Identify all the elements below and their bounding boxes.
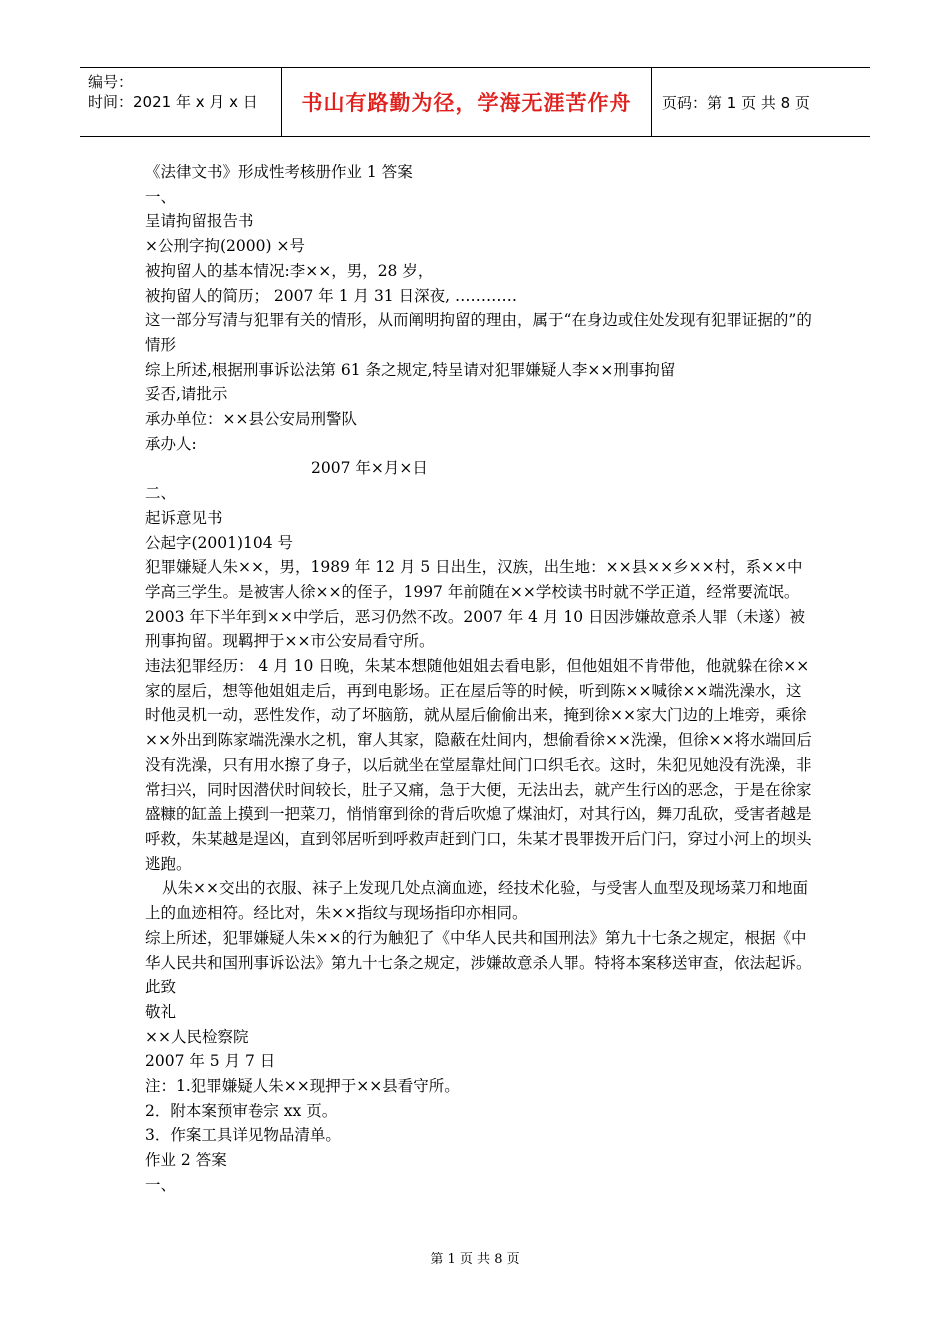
paragraph: 综上所述，犯罪嫌疑人朱××的行为触犯了《中华人民共和国刑法》第九十七条之规定，根据《中华人民共和国刑事诉讼法》第九十七条之规定，涉嫌故意杀人罪。特将本案移送审查，依法起诉。 bbox=[145, 928, 812, 972]
section-heading: 作业 2 答案 bbox=[145, 1151, 227, 1170]
paragraph: 综上所述,根据刑事诉讼法第 61 条之规定,特呈请对犯罪嫌疑人李××刑事拘留 bbox=[145, 360, 676, 379]
report-title: 呈请拘留报告书 bbox=[145, 212, 254, 231]
paragraph: 被拘留人的基本情况:李××，男，28 岁， bbox=[145, 261, 434, 280]
section-heading: 一、 bbox=[145, 1175, 177, 1194]
paragraph: 妥否,请批示 bbox=[145, 385, 228, 404]
note-item: 注：1.犯罪嫌疑人朱××现押于××县看守所。 bbox=[145, 1077, 460, 1096]
paragraph: 承办人: bbox=[145, 434, 197, 453]
page-header bbox=[80, 67, 870, 137]
opinion-title: 起诉意见书 bbox=[145, 508, 223, 527]
paragraph: ××人民检察院 bbox=[145, 1027, 249, 1046]
number-label: 编号： bbox=[88, 73, 134, 91]
report-number: ×公刑字拘(2000) ×号 bbox=[145, 237, 305, 256]
header-motto: 书山有路勤为径，学海无涯苦作舟 bbox=[282, 68, 652, 136]
opinion-number: 公起字(2001)104 号 bbox=[145, 533, 294, 552]
paragraph: 违法犯罪经历： 4 月 10 日晚，朱某本想随他姐姐去看电影，但他姐姐不肯带他，他就躲在徐××家的屋后，想等他姐姐走后，再到电影场。正在屋后等的时候，听到陈××喊徐××端洗澡水，这时他灵机一动，恶性发作，动了坏脑筋，就从屋后偷偷出来，掩到徐××家大门边的上堆旁，乘徐××外出到陈家端洗澡水之机，窜人其家，隐蔽在灶间内，想偷看徐××洗澡，但徐××将水端回后没有洗澡，只有用水擦了身子，以后就坐在堂屋靠灶间门口织毛衣。这时，朱犯见她没有洗澡，非常扫兴，同时因潜伏时间较长，肚子又痛，急于大便，无法出去，就产生行凶的恶念，于是在徐家盛糠的缸盖上摸到一把菜刀，悄悄窜到徐的背后吹熄了煤油灯，对其行凶，舞刀乱砍，受害者越是呼救，朱某越是逞凶，直到邻居听到呼救声赶到门口，朱某才畏罪拨开后门闩，穿过小河上的坝头逃跑。 bbox=[145, 657, 812, 873]
paragraph: 这一部分写清与犯罪有关的情形，从而阐明拘留的理由，属于“在身边或住处发现有犯罪证据的”的情形 bbox=[145, 311, 812, 354]
paragraph: 敬礼 bbox=[145, 1002, 177, 1021]
section-heading: 二、 bbox=[145, 484, 177, 503]
paragraph: 2007 年 5 月 7 日 bbox=[145, 1052, 276, 1071]
paragraph: 从朱××交出的衣服、袜子上发现几处点滴血迹，经技术化验，与受害人血型及现场菜刀和地面上的血迹相符。经比对，朱××指纹与现场指印亦相同。 bbox=[145, 879, 808, 923]
document-body bbox=[145, 160, 813, 1198]
header-meta bbox=[80, 68, 282, 136]
report-date: 2007 年×月×日 bbox=[311, 459, 428, 478]
header-page-label: 页码：第 1 页 共 8 页 bbox=[662, 93, 810, 112]
paragraph: 承办单位：××县公安局刑警队 bbox=[145, 410, 357, 429]
time-label: 时间：2021 年 x 月 x 日 bbox=[88, 93, 258, 111]
paragraph: 此致 bbox=[145, 978, 177, 997]
note-item: 2．附本案预审卷宗 xx 页。 bbox=[145, 1101, 338, 1120]
page-footer: 第 1 页 共 8 页 bbox=[430, 1252, 520, 1267]
paragraph: 犯罪嫌疑人朱××，男，1989 年 12 月 5 日出生，汉族，出生地：××县××乡××村，系××中学高三学生。是被害人徐××的侄子，1997 年前随在××学校读书时就不学正道，经常要流氓。2003 年下半年到××中学后，恶习仍然不改。2007 年 4 月 10 日因涉嫌故意杀人罪（未遂）被刑事拘留。现羁押于××市公安局看守所。 bbox=[145, 558, 806, 651]
paragraph: 被拘留人的简历； 2007 年 1 月 31 日深夜, ………… bbox=[145, 286, 517, 305]
doc-title: 《法律文书》形成性考核册作业 1 答案 bbox=[145, 163, 413, 181]
note-item: 3．作案工具详见物品清单。 bbox=[145, 1126, 341, 1145]
section-heading: 一、 bbox=[145, 187, 177, 206]
